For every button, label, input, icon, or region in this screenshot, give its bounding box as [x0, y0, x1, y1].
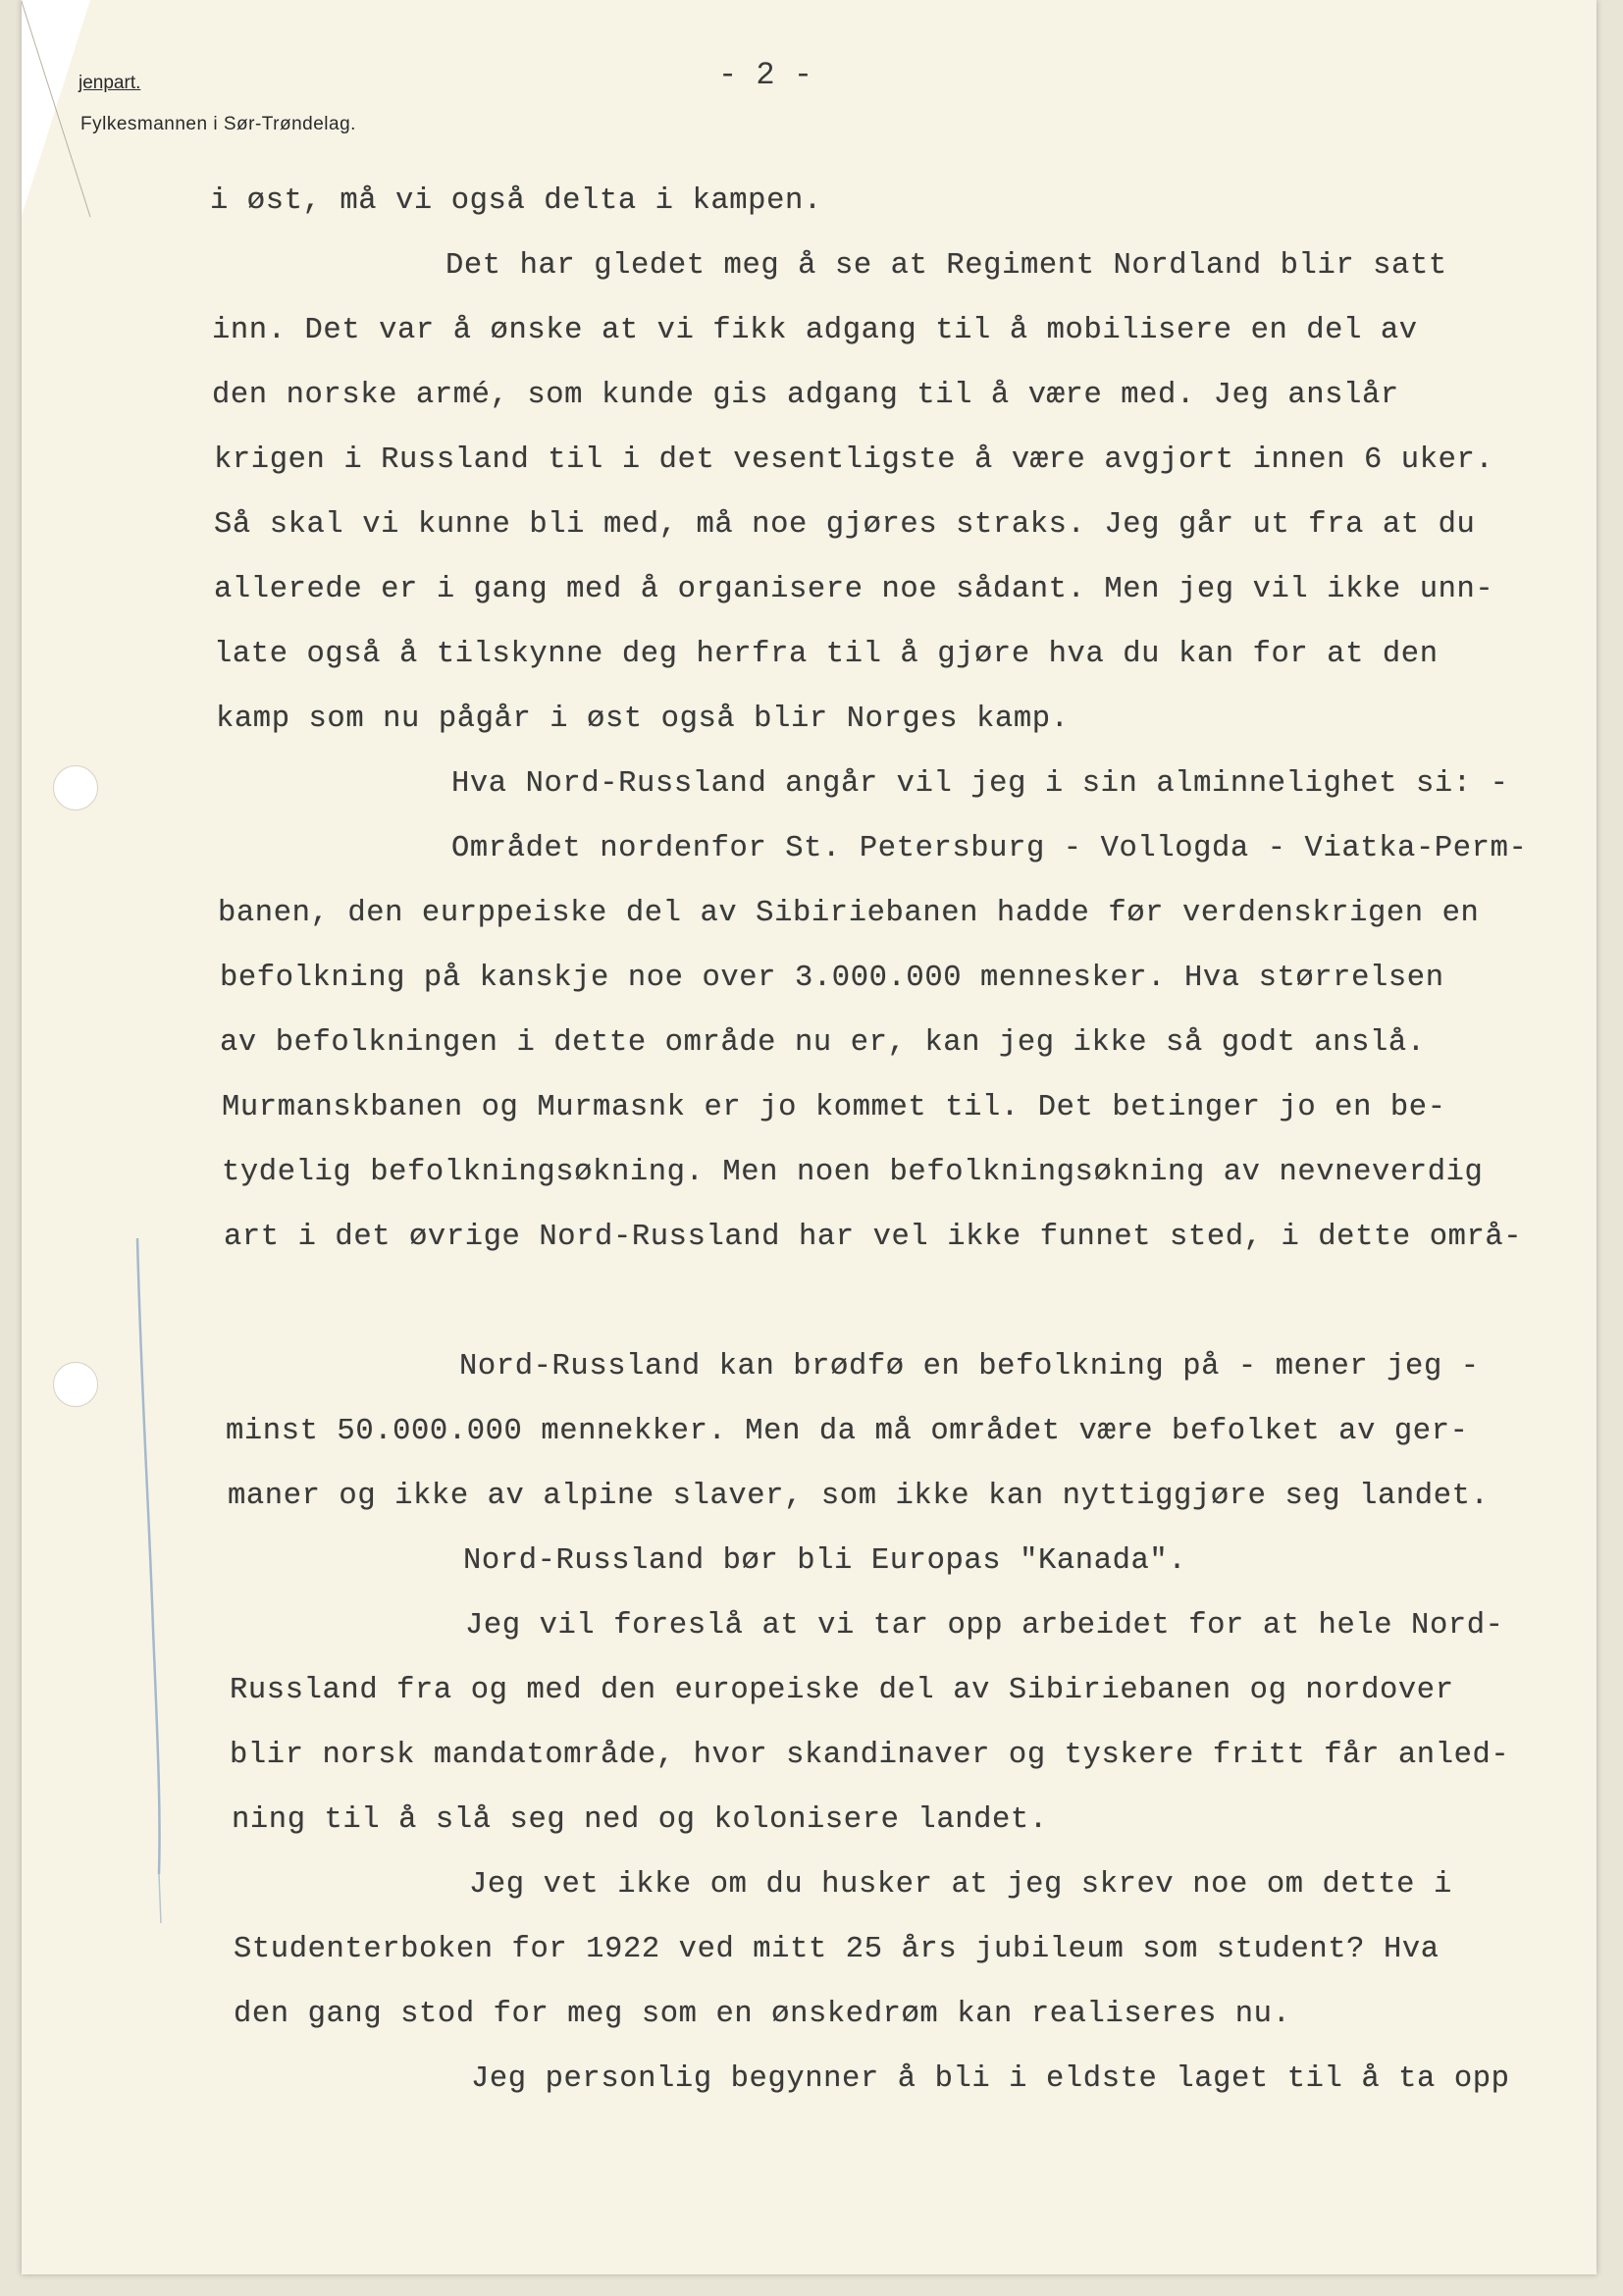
text-line: Jeg vet ikke om du husker at jeg skrev noe om dette i — [469, 1868, 1452, 1902]
text-line: Så skal vi kunne bli med, må noe gjøres straks. Jeg går ut fra at du — [214, 508, 1476, 542]
text-line: banen, den eurppeiske del av Sibiriebanen hadde før verdenskrigen en — [218, 897, 1480, 930]
letter-page — [22, 0, 1597, 2274]
text-line: krigen i Russland til i det vesentligste å være avgjort innen 6 uker. — [214, 444, 1494, 477]
text-line: ning til å slå seg ned og kolonisere landet. — [232, 1803, 1048, 1837]
text-line: minst 50.000.000 mennekker. Men da må området være befolket av ger- — [226, 1415, 1469, 1448]
text-line: maner og ikke av alpine slaver, som ikke kan nyttiggjøre seg landet. — [228, 1480, 1490, 1513]
text-line: Området nordenfor St. Petersburg - Vollogda - Viatka-Perm- — [451, 832, 1528, 865]
text-line: tydelig befolkningsøkning. Men noen befolkningsøkning av nevneverdig — [222, 1156, 1484, 1189]
page-number: - 2 - — [718, 57, 813, 93]
text-line: art i det øvrige Nord-Russland har vel ikke funnet sted, i dette områ- — [224, 1221, 1523, 1254]
text-line: late også å tilskynne deg herfra til å gjøre hva du kan for at den — [214, 638, 1439, 671]
text-line: Murmanskbanen og Murmasnk er jo kommet til. Det betinger jo en be- — [222, 1091, 1446, 1124]
text-line: Det har gledet meg å se at Regiment Nordland blir satt — [445, 249, 1447, 283]
text-line: Nord-Russland bør bli Europas "Kanada". — [463, 1544, 1187, 1578]
text-line: blir norsk mandatområde, hvor skandinaver og tyskere fritt får anled- — [230, 1739, 1510, 1772]
text-line: av befolkningen i dette område nu er, kan jeg ikke så godt anslå. — [220, 1026, 1426, 1060]
text-line: inn. Det var å ønske at vi fikk adgang til å mobilisere en del av — [212, 314, 1418, 347]
text-line: Jeg personlig begynner å bli i eldste laget til å ta opp — [471, 2062, 1510, 2096]
text-line: Nord-Russland kan brødfø en befolkning på - mener jeg - — [459, 1350, 1480, 1383]
text-line: i øst, må vi også delta i kampen. — [210, 184, 822, 218]
text-line: Studenterboken for 1922 ved mitt 25 års jubileum som student? Hva — [234, 1933, 1440, 1966]
text-line: Jeg vil foreslå at vi tar opp arbeidet for at hele Nord- — [465, 1609, 1504, 1643]
text-line: den gang stod for meg som en ønskedrøm kan realiseres nu. — [234, 1998, 1291, 2031]
punch-hole — [53, 1362, 98, 1407]
text-line: allerede er i gang med å organisere noe sådant. Men jeg vil ikke unn- — [214, 573, 1494, 606]
text-line: befolkning på kanskje noe over 3.000.000 mennesker. Hva størrelsen — [220, 962, 1444, 995]
text-line: Russland fra og med den europeiske del av Sibiriebanen og nordover — [230, 1674, 1454, 1707]
text-line: kamp som nu pågår i øst også blir Norges kamp. — [216, 703, 1070, 736]
text-line: Hva Nord-Russland angår vil jeg i sin alminnelighet si: - — [451, 767, 1509, 801]
punch-hole — [53, 765, 98, 810]
text-line: den norske armé, som kunde gis adgang til å være med. Jeg anslår — [212, 379, 1399, 412]
office-stamp: Fylkesmannen i Sør-Trøndelag. — [80, 114, 356, 134]
copy-stamp: jenpart. — [79, 73, 141, 93]
